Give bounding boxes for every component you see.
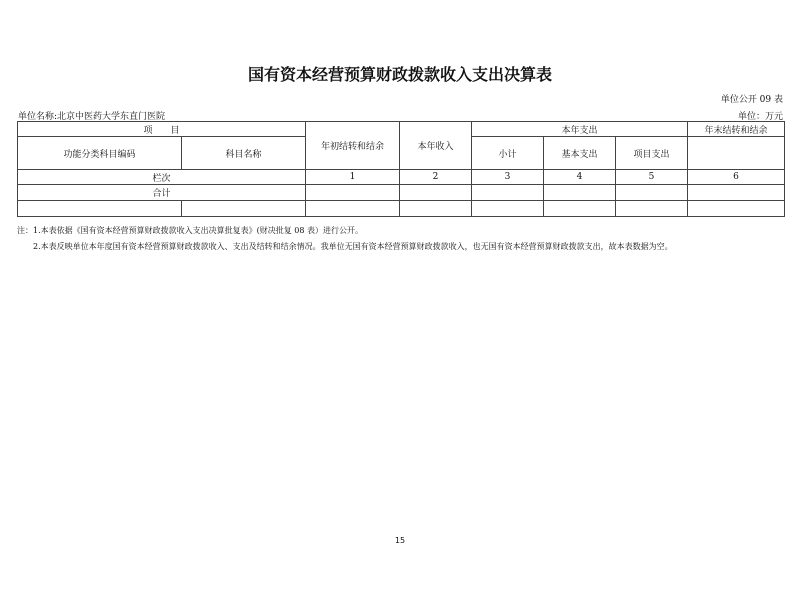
header-basic: 基本支出 <box>544 137 616 170</box>
total-cell <box>616 185 688 201</box>
column-number-2: 2 <box>400 170 472 185</box>
column-number-label: 栏次 <box>18 170 306 185</box>
table-row <box>18 201 785 217</box>
column-number-6: 6 <box>688 170 785 185</box>
total-cell <box>688 185 785 201</box>
page-title: 国有资本经营预算财政拨款收入支出决算表 <box>247 65 552 84</box>
column-number-3: 3 <box>472 170 544 185</box>
header-end-balance: 年末结转和结余 <box>688 122 785 137</box>
header-expense: 本年支出 <box>472 122 688 137</box>
header-project: 项目支出 <box>616 137 688 170</box>
column-number-row <box>18 170 785 185</box>
note-2: 2.本表反映单位本年度国有资本经营预算财政拨款收入、支出及结转和结余情况。我单位无国有资本经营预算财政拨款收入，也无国有资本经营预算财政拨款支出，故本表数据为空。 <box>33 242 673 251</box>
table-cell <box>616 201 688 217</box>
notes <box>17 223 673 255</box>
header-begin-balance: 年初结转和结余 <box>306 122 400 170</box>
table-cell <box>544 201 616 217</box>
total-cell <box>544 185 616 201</box>
header-subtotal: 小计 <box>472 137 544 170</box>
table-cell <box>306 201 400 217</box>
column-number-1: 1 <box>306 170 400 185</box>
header-subject-name: 科目名称 <box>182 137 306 170</box>
header-func-code: 功能分类科目编码 <box>18 137 182 170</box>
table-cell <box>182 201 306 217</box>
table-cell <box>472 201 544 217</box>
total-label: 合计 <box>18 185 306 201</box>
budget-table <box>17 121 785 217</box>
note-1: 注：1.本表依据《国有资本经营预算财政拨款收入支出决算批复表》(财决批复 08 表）进行公开。 <box>17 226 364 235</box>
total-cell <box>306 185 400 201</box>
total-row <box>18 185 785 201</box>
column-number-5: 5 <box>616 170 688 185</box>
unit-name: 单位名称:北京中医药大学东直门医院 <box>18 112 166 122</box>
total-cell <box>400 185 472 201</box>
table-cell <box>688 201 785 217</box>
header-end-balance-empty <box>688 137 785 170</box>
header-item: 项 目 <box>18 122 306 137</box>
page-number: 15 <box>394 536 406 545</box>
header-row-1 <box>18 122 785 137</box>
currency-unit: 单位：万元 <box>737 112 783 122</box>
table-cell <box>400 201 472 217</box>
header-income: 本年收入 <box>400 122 472 170</box>
table-cell <box>18 201 182 217</box>
column-number-4: 4 <box>544 170 616 185</box>
form-number: 单位公开 09 表 <box>720 95 783 105</box>
total-cell <box>472 185 544 201</box>
